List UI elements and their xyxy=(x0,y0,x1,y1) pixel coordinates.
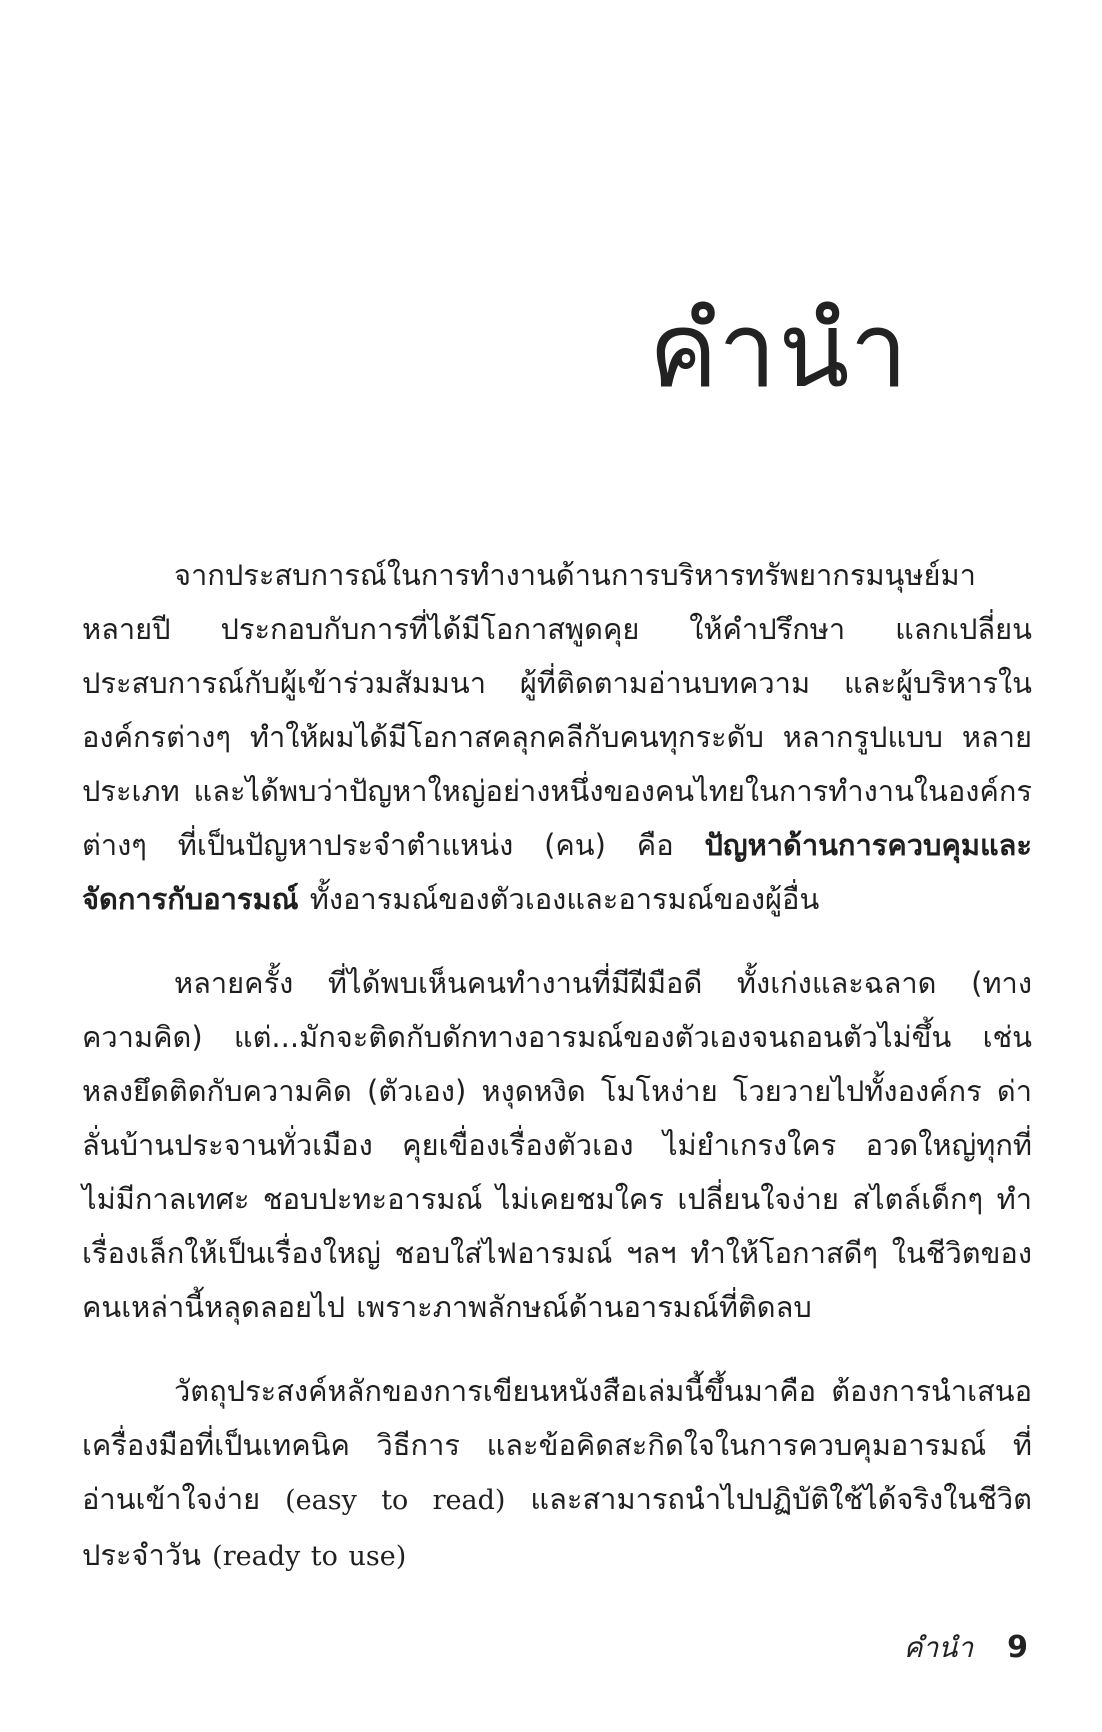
preface-body xyxy=(82,548,1032,1614)
paragraph-1-bold-phrase: ปัญหาด้านการควบคุมและจัดการกับอารมณ์ xyxy=(82,828,1032,916)
page-footer xyxy=(904,1626,1028,1670)
paragraph-3 xyxy=(82,1364,1032,1584)
paragraph-1-text-before: จากประสบการณ์ในการทำงานด้านการบริหารทรัพยากรมนุษย์มาหลายปี ประกอบกับการที่ได้มีโอกาสพูดคุย ให้คำปรึกษา แลกเปลี่ยนประสบการณ์กับผู้เข้าร่วมสัมมนา ผู้ที่ติดตามอ่านบทความ และผู้บริหารในองค์กรต่างๆ ทำให้ผมได้มีโอกาสคลุกคลีกับคนทุกระดับ หลากรูปแบบ หลายประเภท และได้พบว่าปัญหาใหญ่อย่างหนึ่งของคนไทยในการทำงานในองค์กรต่างๆ ที่เป็นปัญหาประจำตำแหน่ง (คน) คือ xyxy=(82,558,1032,862)
paragraph-3-latin-easy-to-read: (easy to read) xyxy=(285,1485,506,1516)
paragraph-3-latin-ready-to-use: (ready to use) xyxy=(212,1541,407,1572)
paragraph-1 xyxy=(82,548,1032,926)
running-footer-label: คำนำ xyxy=(903,1631,974,1664)
paragraph-1-text-after: ทั้งอารมณ์ของตัวเองและอารมณ์ของผู้อื่น xyxy=(298,882,820,916)
paragraph-2: หลายครั้ง ที่ได้พบเห็นคนทำงานที่มีฝีมือดี ทั้งเก่งและฉลาด (ทางความคิด) แต่...มักจะติดกับดักทางอารมณ์ของตัวเองจนถอนตัวไม่ขึ้น เช่น หลงยึดติดกับความคิด (ตัวเอง) หงุดหงิด โมโหง่าย โวยวายไปทั้งองค์กร ด่าลั่นบ้านประจานทั่วเมือง คุยเขื่องเรื่องตัวเอง ไม่ยำเกรงใคร อวดใหญ่ทุกที่ ไม่มีกาลเทศะ ชอบปะทะอารมณ์ ไม่เคยชมใคร เปลี่ยนใจง่าย สไตล์เด็กๆ ทำเรื่องเล็กให้เป็นเรื่องใหญ่ ชอบใส่ไฟอารมณ์ ฯลฯ ทำให้โอกาสดีๆ ในชีวิตของคนเหล่านี้หลุดลอยไป เพราะภาพลักษณ์ด้านอารมณ์ที่ติดลบ xyxy=(82,966,1032,1324)
paragraph-3-text-before: วัตถุประสงค์หลักของการเขียนหนังสือเล่มนี้ขึ้นมาคือ ต้องการนำเสนอเครื่องมือที่เป็นเทคนิค วิธีการ และข้อคิดสะกิดใจในการควบคุมอารมณ์ ที่อ่านเข้าใจง่าย xyxy=(82,1374,1032,1516)
page-number: 9 xyxy=(1007,1630,1028,1665)
chapter-title: คำนำ xyxy=(648,288,910,411)
paragraph-3-text-middle: และสามารถนำไปปฏิบัติใช้ได้จริงในชีวิตประจำวัน xyxy=(82,1482,1032,1572)
